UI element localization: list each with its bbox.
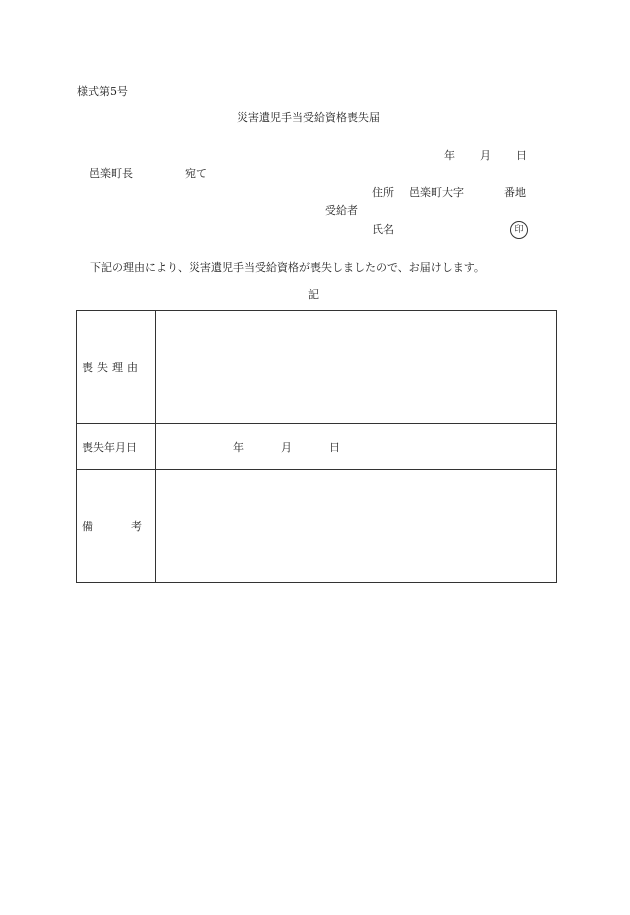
date-value-cell[interactable]: [156, 424, 557, 470]
remarks-label-char: 備: [82, 520, 93, 533]
remarks-label-char: 考: [131, 520, 142, 533]
recipient-role-label: 受給者: [325, 204, 358, 217]
loss-date-year: 年: [233, 440, 244, 454]
body-text: 下記の理由により、災害遺児手当受給資格が喪失しましたので、お届けします。: [90, 261, 485, 274]
reason-label-char: 失: [97, 361, 108, 374]
form-table: [76, 310, 557, 583]
addressee-suffix: 宛て: [185, 167, 207, 180]
seal-mark: 印: [510, 221, 528, 239]
addressee-name: 邑楽町長: [89, 167, 133, 180]
loss-date-day: 日: [329, 440, 340, 454]
remarks-label: [82, 518, 142, 534]
form-title: 災害遺児手当受給資格喪失届: [237, 111, 380, 124]
remarks-label-cell: [77, 470, 156, 583]
reason-label-cell: [77, 311, 156, 424]
loss-date-month: 月: [281, 440, 292, 454]
reason-label-char: 由: [127, 361, 138, 374]
remarks-value-cell[interactable]: [156, 470, 557, 583]
reason-label: [82, 359, 138, 375]
note-heading: 記: [308, 288, 319, 301]
address-suffix: 番地: [504, 186, 526, 199]
date-year-label: 年: [444, 149, 455, 162]
reason-row: [77, 311, 557, 424]
date-month-label: 月: [480, 149, 491, 162]
address-value: 邑楽町大字: [409, 186, 464, 199]
form-number: 様式第5号: [77, 85, 128, 98]
date-label: 喪失年月日: [82, 440, 137, 454]
address-label: 住所: [372, 186, 394, 199]
date-day-label: 日: [516, 149, 527, 162]
remarks-row: [77, 470, 557, 583]
name-label: 氏名: [372, 223, 394, 236]
reason-label-char: 理: [112, 361, 123, 374]
date-row: [77, 424, 557, 470]
reason-label-char: 喪: [82, 361, 93, 374]
date-label-cell: [77, 424, 156, 470]
reason-value-cell[interactable]: [156, 311, 557, 424]
